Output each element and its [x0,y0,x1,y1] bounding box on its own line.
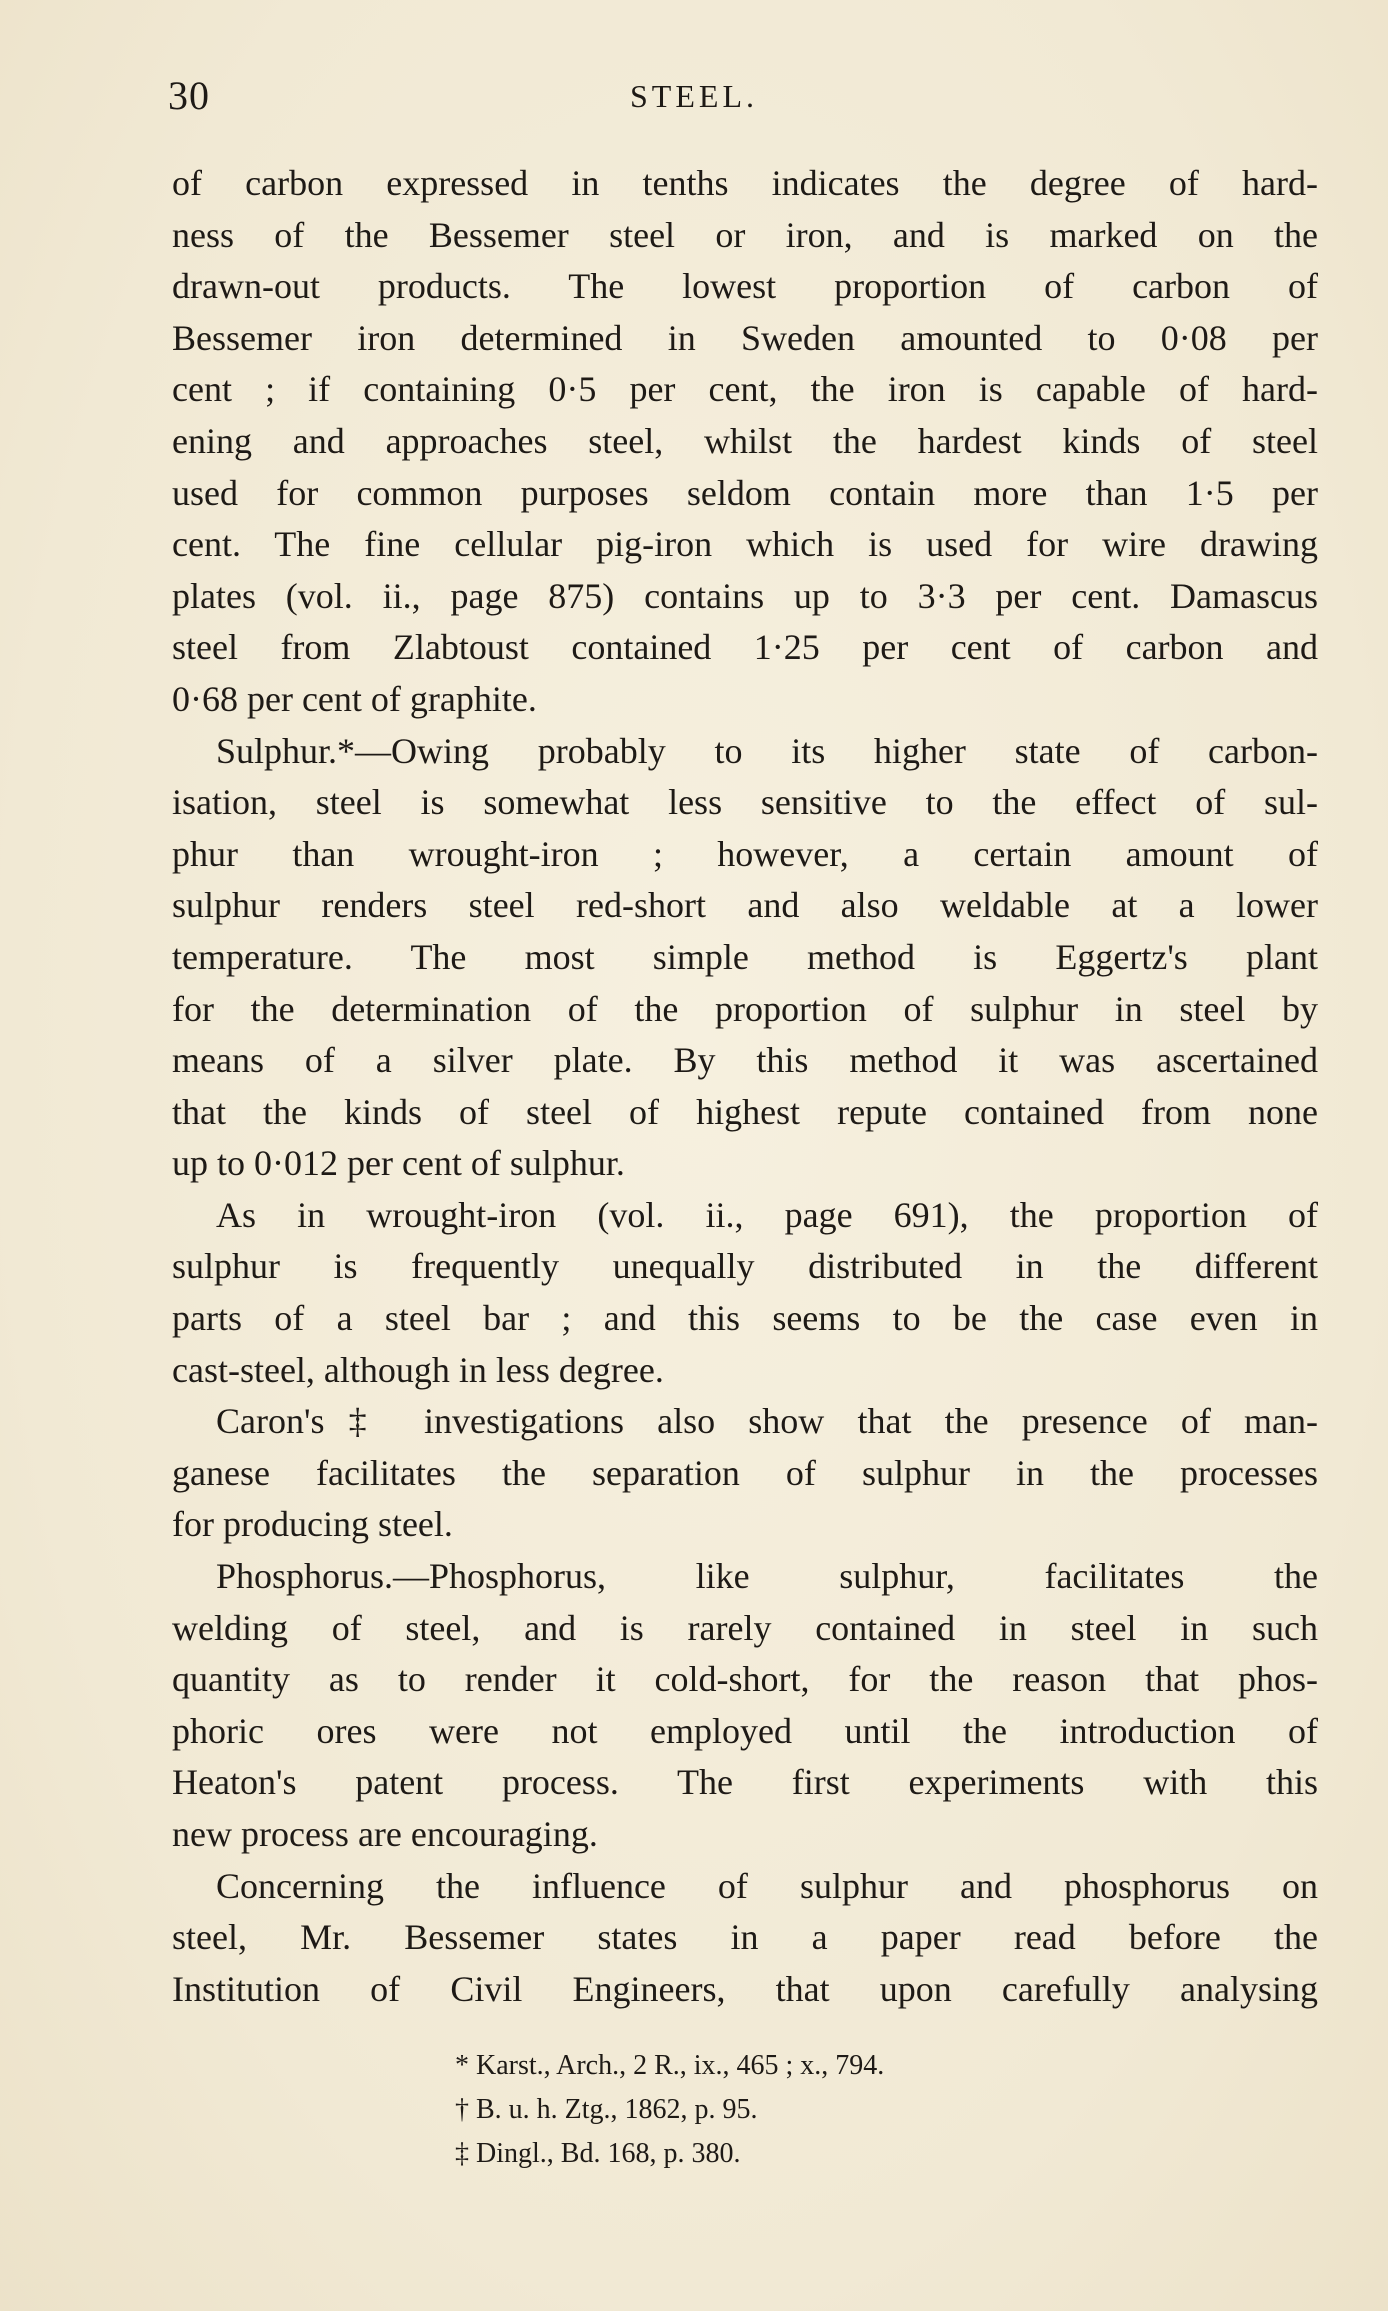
text-line: ness of the Bessemer steel or iron, and is marked on the [172,214,1318,255]
text-line: plates (vol. ii., page 875) contains up to 3·3 per cent. Damascus [172,575,1318,616]
text-line: parts of a steel bar ; and this seems to be the case even in [172,1298,1318,1339]
text-line: phur than wrought-iron ; however, a certain amount of [172,833,1318,874]
text-line: ening and approaches steel, whilst the hardest kinds of steel [172,420,1318,461]
text-line: cast-steel, although in less degree. [172,1349,664,1390]
running-head: STEEL. [630,78,758,114]
phosphorus-heading-line: Phosphorus.—Phosphorus, like sulphur, facilitates the [216,1556,1318,1597]
text-line: ganese facilitates the separation of sulphur in the processes [172,1452,1318,1493]
text-line: cent ; if containing 0·5 per cent, the iron is capable of hard- [172,369,1318,410]
text-line: new process are encouraging. [172,1814,598,1854]
text-line: Bessemer iron determined in Sweden amounted to 0·08 per [172,317,1318,358]
text-line: steel from Zlabtoust contained 1·25 per cent of carbon and [172,627,1318,668]
text-line: Heaton's patent process. The first experiments with this [172,1762,1318,1803]
text-line: sulphur renders steel red-short and also weldable at a lower [172,885,1318,926]
body-text [172,158,1318,2015]
text-line: welding of steel, and is rarely contained in steel in such [172,1607,1318,1648]
text-line: quantity as to render it cold-short, for the reason that phos- [172,1659,1318,1700]
text-line: temperature. The most simple method is Eggertz's plant [172,936,1318,977]
text-line: Concerning the influence of sulphur and phosphorus on [216,1865,1318,1906]
text-line: Institution of Civil Engineers, that upon carefully analysing [172,1968,1318,2009]
text-line: for the determination of the proportion of sulphur in steel by [172,988,1318,1029]
text-line: 0·68 per cent of graphite. [172,678,537,719]
text-line: up to 0·012 per cent of sulphur. [172,1143,625,1184]
text-line: isation, steel is somewhat less sensitive to the effect of sul- [172,782,1318,823]
page-number: 30 [168,73,210,118]
text-line: phoric ores were not employed until the introduction of [172,1710,1318,1751]
footnote: † B. u. h. Ztg., 1862, p. 95. [455,2094,758,2125]
text-line: As in wrought-iron (vol. ii., page 691), the proportion of [216,1194,1318,1235]
text-line: for producing steel. [172,1504,453,1545]
text-line: means of a silver plate. By this method it was ascertained [172,1040,1318,1081]
sulphur-heading-line: Sulphur.*—Owing probably to its higher state of carbon- [216,730,1318,771]
text-line: Caron's‡ investigations also show that the presence of man- [216,1401,1318,1442]
footnote: ‡ Dingl., Bd. 168, p. 380. [455,2138,741,2169]
text-line: cent. The fine cellular pig-iron which is used for wire drawing [172,524,1318,565]
text-line: that the kinds of steel of highest repute contained from none [172,1091,1318,1132]
text-line: of carbon expressed in tenths indicates the degree of hard- [172,163,1318,203]
text-line: used for common purposes seldom contain more than 1·5 per [172,472,1318,513]
text-line: drawn-out products. The lowest proportion of carbon of [172,266,1318,307]
footnotes [455,2044,1215,2176]
text-line: steel, Mr. Bessemer states in a paper read before the [172,1917,1318,1958]
text-line: sulphur is frequently unequally distributed in the different [172,1246,1318,1287]
footnote: * Karst., Arch., 2 R., ix., 465 ; x., 794. [455,2050,885,2081]
